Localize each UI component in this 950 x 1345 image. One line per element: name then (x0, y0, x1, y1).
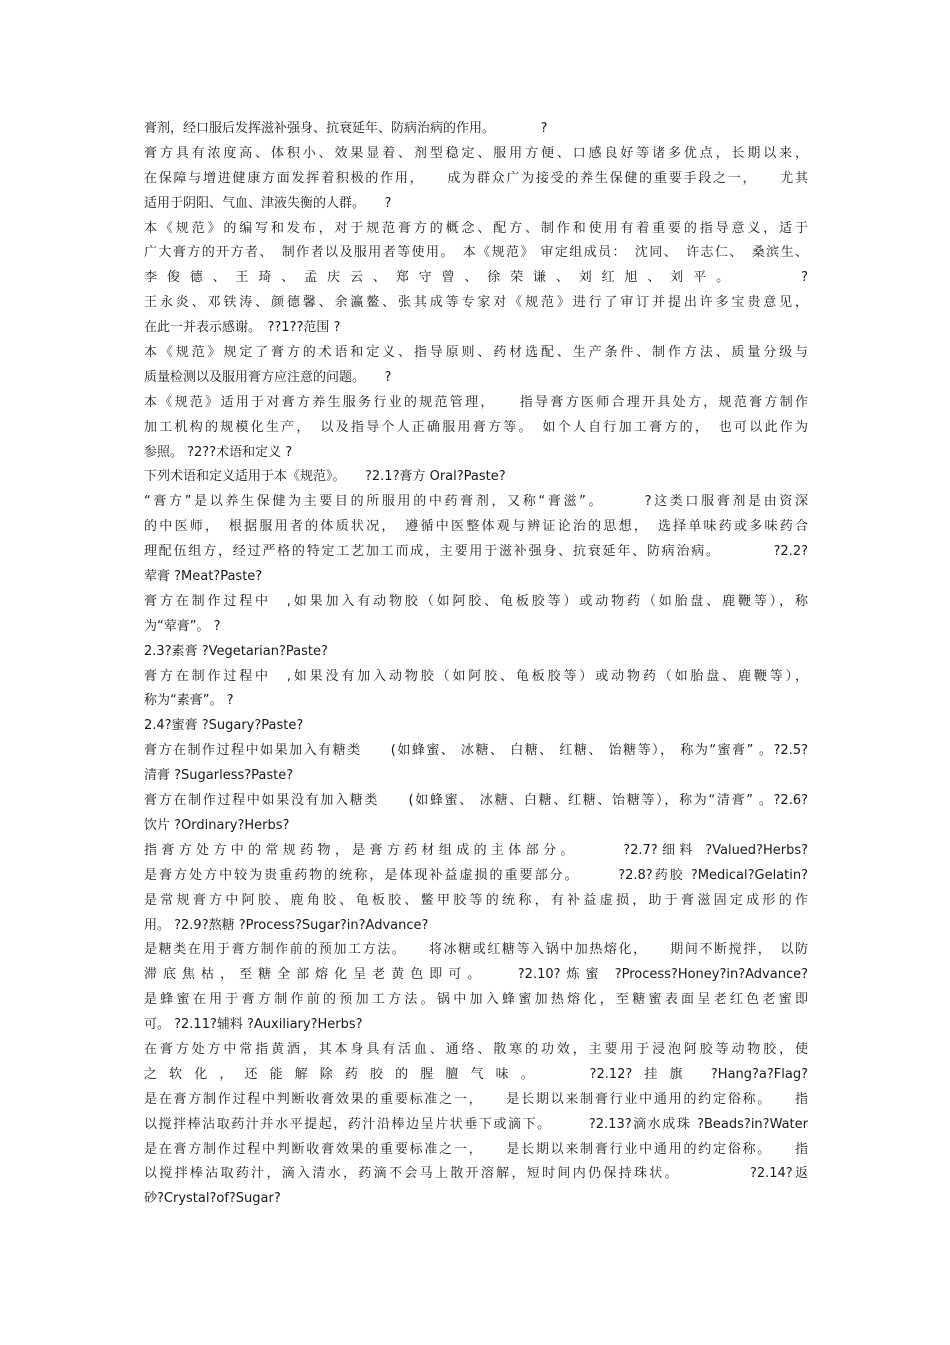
text-line: 膏方在制作过程中如果加入有糖类 (如蜂蜜、 冰糖、 白糖、 红糖、 饴糖等）， 称为“蜜膏” 。?2.5? (144, 743, 808, 759)
text-line: 本《规范》的编写和发布，对于规范膏方的概念、配方、制作和使用有着重要的指导意义，适于 (144, 220, 808, 236)
text-line: 2.3?素膏 ?Vegetarian?Paste? (144, 643, 328, 659)
text-line: 饮片 ?Ordinary?Herbs? (144, 817, 290, 833)
text-line: 为“荤膏”。 ? (144, 618, 221, 634)
document-page (144, 117, 808, 1212)
text-line: 的中医师， 根据服用者的体质状况， 遵循中医整体观与辨证论治的思想， 选择单味药或多味药合 (144, 519, 808, 535)
text-line: 是在膏方制作过程中判断收膏效果的重要标准之一， 是长期以来制膏行业中通用的约定俗称。 指 (144, 1091, 808, 1107)
text-line: 质量检测以及服用膏方应注意的问题。 ? (144, 369, 392, 385)
text-line: 用。 ?2.9?熬糖 ?Process?Sugar?in?Advance? (144, 917, 429, 933)
text-line: 膏剂，经口服后发挥滋补强身、抗衰延年、防病治病的作用。 ? (144, 121, 548, 136)
text-line: 之软化，还能解除药胶的腥膻气味。 ?2.12?挂旗 ?Hang?a?Flag? (144, 1066, 808, 1082)
text-line: 是蜂蜜在用于膏方制作前的预加工方法。锅中加入蜂蜜加热熔化，至糖蜜表面呈老红色老蜜即 (144, 992, 808, 1008)
text-line: 本《规范》规定了膏方的术语和定义、指导原则、药材选配、生产条件、制作方法、质量分级与 (144, 345, 808, 361)
text-line: 以搅拌棒沾取药汁，滴入清水，药滴不会马上散开溶解，短时间内仍保持珠状。 ?2.14?返 (144, 1166, 808, 1182)
text-line: 2.4?蜜膏 ?Sugary?Paste? (144, 718, 304, 734)
text-line: 可。 ?2.11?辅料 ?Auxiliary?Herbs? (144, 1017, 363, 1033)
text-line: 膏方具有浓度高、体积小、效果显着、剂型稳定、服用方便、口感良好等诸多优点，长期以来， (144, 145, 808, 161)
text-line: 以搅拌棒沾取药汁并水平提起，药汁沿棒边呈片状垂下或滴下。 ?2.13?滴水成珠 ?Beads?in?Water (144, 1116, 808, 1132)
text-line: 清膏 ?Sugarless?Paste? (144, 768, 294, 784)
text-line: 参照。 ?2??术语和定义 ? (144, 444, 293, 460)
text-line: 李俊德、王琦、孟庆云、郑守曾、徐荣谦、刘红旭、刘平。 ? (144, 270, 808, 286)
text-line: 膏方在制作过程中 ,如果加入有动物胶（如阿胶、龟板胶等）或动物药（如胎盘、鹿鞭等），称 (144, 593, 808, 609)
text-line: 适用于阴阳、气血、津液失衡的人群。 ? (144, 195, 392, 211)
text-line: 王永炎、邓铁涛、颜德馨、余瀛鳌、张其成等专家对《规范》进行了审订并提出许多宝贵意见， (144, 295, 808, 311)
text-line: 广大膏方的开方者、 制作者以及服用者等使用。 本《规范》 审定组成员： 沈同、 许志仁、 桑滨生、 (144, 245, 808, 261)
text-line: 在保障与增进健康方面发挥着积极的作用， 成为群众广为接受的养生保健的重要手段之一， 尤其 (144, 170, 808, 186)
text-line: 膏方在制作过程中 ,如果没有加入动物胶（如阿胶、龟板胶等）或动物药（如胎盘、鹿鞭等）， (144, 668, 808, 684)
text-line: 指膏方处方中的常规药物，是膏方药材组成的主体部分。 ?2.7?细料 ?Valued?Herbs? (144, 842, 808, 858)
text-line: 是膏方处方中较为贵重药物的统称，是体现补益虚损的重要部分。 ?2.8?药胶 ?Medical?Gelatin? (144, 867, 808, 883)
text-line: 称为“素膏”。 ? (144, 693, 234, 709)
text-line: 下列术语和定义适用于本《规范》。 ?2.1?膏方 Oral?Paste? (144, 469, 506, 485)
text-line: 本《规范》适用于对膏方养生服务行业的规范管理， 指导膏方医师合理开具处方，规范膏方制作 (144, 394, 808, 410)
text-line: 是在膏方制作过程中判断收膏效果的重要标准之一， 是长期以来制膏行业中通用的约定俗称。 指 (144, 1141, 808, 1157)
text-line: “膏方”是以养生保健为主要目的所服用的中药膏剂，又称“膏滋”。 ?这类口服膏剂是由资深 (144, 494, 808, 510)
text-line: 砂?Crystal?of?Sugar? (144, 1191, 281, 1207)
text-line: 滞底焦枯，至糖全部熔化呈老黄色即可。 ?2.10?炼蜜 ?Process?Honey?in?Advance? (144, 967, 808, 983)
text-line: 是糖类在用于膏方制作前的预加工方法。 将冰糖或红糖等入锅中加热熔化， 期间不断搅拌， 以防 (144, 942, 808, 958)
text-line: 荤膏 ?Meat?Paste? (144, 569, 263, 585)
text-line: 理配伍组方，经过严格的特定工艺加工而成，主要用于滋补强身、抗衰延年、防病治病。 ?2.2? (144, 544, 808, 560)
text-line: 膏方在制作过程中如果没有加入糖类 (如蜂蜜、 冰糖、白糖、红糖、饴糖等），称为“清膏” 。?2.6? (144, 793, 808, 809)
text-line: 在此一并表示感谢。 ??1??范围 ? (144, 320, 341, 336)
text-line: 是常规膏方中阿胶、鹿角胶、龟板胶、鳖甲胶等的统称，有补益虚损，助于膏滋固定成形的作 (144, 892, 808, 908)
text-line: 加工机构的规模化生产， 以及指导个人正确服用膏方等。 如个人自行加工膏方的， 也可以此作为 (144, 419, 808, 435)
text-line: 在膏方处方中常指黄酒，其本身具有活血、通络、散寒的功效，主要用于浸泡阿胶等动物胶，使 (144, 1041, 808, 1057)
